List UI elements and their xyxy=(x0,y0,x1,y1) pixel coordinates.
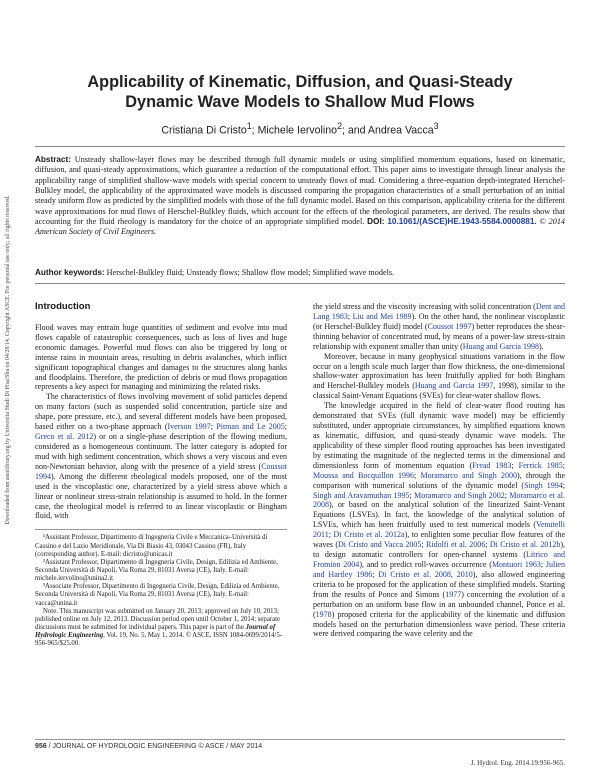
download-note: Downloaded from ascelibrary.org by Universita Studi Di Pisa/Sba on 04/28/14. Copyright ASCE. For personal use only; all rights reserved. xyxy=(5,195,11,525)
citation-separator: ; xyxy=(562,460,565,470)
citation-separator: ; xyxy=(540,559,546,569)
citation-separator: ; xyxy=(372,569,379,579)
citation-separator: ; xyxy=(284,422,287,432)
body-text: ), or based on the analytical solution of the linearized Saint-Venant Equations (LSVEs). In fact, the knowledge of the analytical solution of LSVEs, which has been fruitfully used to test numerical models ( xyxy=(313,500,565,530)
right-column xyxy=(313,302,565,639)
abstract xyxy=(35,155,565,238)
footnote-rule xyxy=(35,529,287,530)
footnote-1: ¹Assistant Professor, Dipartimento di Ingegneria Civile e Meccanica–Università di Cassino e del Lazio Meridionale, Via Di Biasio 43, 03043 Cassino (FR), Italy (corresponding author). E-mail: dicristo@unicas.it xyxy=(35,534,268,558)
citation-link[interactable]: Di Cristo et al. 2012b xyxy=(489,540,561,550)
page-footer xyxy=(35,743,262,750)
submission-note xyxy=(35,608,287,649)
abstract-top-rule xyxy=(35,146,565,147)
intro-paragraph-1: Flood waves may entrain huge quantities of sediment and evolve into mud flows capable of catastrophic consequences, such as loss of lives and huge economic damages. Powerful mud flows can also be triggered by long or intense rains in mountain areas, resulting in debris avalanches, which inflict significant topographical changes and damages to the structures along banks and floodplains. Therefore, the prediction of debris or mud flows propagation represents a key aspect for managing and minimizing the related risks. xyxy=(35,322,287,392)
intro-text: ) or on a single-phase description of the flowing medium, considered as a homogeneous continuum. The latter category is adopted for mud with high sediment concentration, which shows a very viscous and even non-Newtonian behavior, along with the presence of a yield stress ( xyxy=(35,432,287,471)
body-text: ), to enlighten some peculiar flow features of the waves ( xyxy=(313,530,566,550)
citation-separator: ; xyxy=(421,540,427,550)
intro-text: ). Among the different rheological models proposed, one of the most used is the viscoplastic one, characterized by a yield stress above which a linear or nonlinear stress-strain relationship is assumed to hold. In the former case, the rheological model is referred to as linear viscoplastic or Bingham fluid, with xyxy=(35,471,287,521)
citation-link[interactable]: 1977 xyxy=(445,589,462,599)
keywords-bottom-rule xyxy=(35,283,565,284)
citation-link[interactable]: Di Cristo et al. 2012a xyxy=(333,530,405,540)
citation-separator: ; xyxy=(504,490,510,500)
copyright-notice: © 2014 American Society of Civil Engineers. xyxy=(35,217,566,237)
author-1: Cristiana Di Cristo xyxy=(161,124,247,137)
citation-link[interactable]: Julien and Hartley 1986 xyxy=(313,559,565,579)
citation-link[interactable]: Coussot 1997 xyxy=(427,321,472,331)
citation-separator: ; xyxy=(562,480,566,490)
body-text: Moreover, because in many geophysical situations variations in the flow occur on a length scale much larger than flow thickness, the one-dimensional shallow-water approximation has been fruitfully applied for both Bingham and Herschel-Bulkley models ( xyxy=(313,351,565,391)
footnotes xyxy=(35,534,287,648)
citation-link[interactable]: Venutelli 2011 xyxy=(313,520,565,540)
citation-link[interactable]: Litrico and Fromion 2004 xyxy=(313,550,565,569)
citation-link[interactable]: 1978 xyxy=(315,609,332,619)
body-text: ) proposed criteria for the applicability of the kinematic and diffusion models based on the perturbation dimensionless wave period. These criteria were derived comparing the wave celerity and the xyxy=(313,609,565,639)
citation-separator: ; xyxy=(210,422,217,432)
citation-link[interactable]: Pitman and Le 2005 xyxy=(216,422,285,432)
body-text: ), also allowed engineering criteria to be proposed for the application of these simplified models. Starting from the results of Ponce and Simons ( xyxy=(313,569,566,599)
intro-text: The characteristics of flows involving movement of solid particles depend on many factors (such as suspended solid concentration, particle size and shape, pore pressure, etc.), and several different models have been proposed, based either on a two-phase approach ( xyxy=(35,392,287,432)
author-3-mark: 3 xyxy=(433,121,439,131)
body-text: ), to design automatic controllers for open-channel systems ( xyxy=(313,540,565,560)
journal-name: Journal of Hydrologic Engineering xyxy=(35,624,276,640)
section-heading-introduction: Introduction xyxy=(35,301,91,312)
citation-separator: ; xyxy=(485,540,490,550)
citation-link[interactable]: Singh and Aravamuthan 1995 xyxy=(313,490,410,500)
citation-link[interactable]: Huang and Garcia 1998 xyxy=(462,341,539,351)
body-text: ) better reproduces the shear-thinning behavior of concentrated mud, by means of a power-law stress-strain relationship with exponent smaller than unity ( xyxy=(313,321,566,351)
body-text: The knowledge acquired in the field of clear-water flood routing has demonstrated that SVEs (full dynamic wave model) may be efficiently substituted, under appropriate circumstances, by simplified equations known as kinematic, diffusion, and quasi-steady dynamic wave models. The applicability of these simpler flood routing approaches has been investigated by estimating the magnitude of the neglected terms in the dimensional and dimensionless form of momentum equation ( xyxy=(313,401,565,470)
citation-link[interactable]: Montuori 1963 xyxy=(491,559,541,569)
footer-citation: J. Hydrol. Eng. 2014.19:956-965. xyxy=(470,759,565,767)
citation-link[interactable]: Moramarco and Singh 2002 xyxy=(414,490,505,500)
citation-link[interactable]: Moramarco and Singh 2000 xyxy=(420,470,518,480)
author-2: Michele Iervolino xyxy=(257,124,338,137)
citation-link[interactable]: Moramarco et al. 2008 xyxy=(313,490,565,510)
citation-link[interactable]: Ferrick 1985 xyxy=(518,460,563,470)
citation-separator: ; xyxy=(413,470,421,480)
title-line-1: Applicability of Kinematic, Diffusion, and Quasi-Steady xyxy=(87,73,513,91)
author-2-mark: 2 xyxy=(337,121,342,131)
right-paragraph-1 xyxy=(313,302,565,352)
body-text: ), and to predict roll-waves occurrence ( xyxy=(359,559,492,569)
note-text: , Vol. 19, No. 5, May 1, 2014. © ASCE, ISSN 1084-0699/2014/5-956-965/$25.00. xyxy=(35,632,282,648)
citation-link[interactable]: Huang and Garcia 1997 xyxy=(414,381,494,391)
citation-link[interactable]: Ridolfi et al. 2006 xyxy=(426,540,486,550)
body-text: ). On the other hand, the nonlinear viscoplastic (or Herschel-Bulkley fluid) model ( xyxy=(313,311,565,331)
footnote-2: ²Assistant Professor, Dipartimento di Ingegneria Civile, Design, Edilizia ed Ambiente, Seconda Università di Napoli, Via Roma 29, 81031 Aversa (CE), Italy. E-mail: michele.iervolino@unina2.it xyxy=(35,558,278,583)
note-text: Note. This manuscript was submitted on January 20, 2013; approved on July 10, 2013; published online on July 12, 2013. Discussion period open until October 1, 2014; separate discussions must be submitted for individual papers. This paper is part of the xyxy=(35,607,281,632)
citation-link[interactable]: Coussot 1994 xyxy=(35,461,287,481)
abstract-label: Abstract: xyxy=(35,155,71,164)
citation-link[interactable]: Dent and Lang 1983 xyxy=(313,302,565,321)
right-paragraph-2 xyxy=(313,352,565,402)
citation-link[interactable]: Fread 1983 xyxy=(472,460,512,470)
author-and: ; and xyxy=(341,124,368,137)
keywords-text: Herschel-Bulkley fluid; Unsteady flows; Shallow flow model; Simplified wave models. xyxy=(106,268,395,277)
doi-label: DOI: xyxy=(367,217,385,227)
citation-link[interactable]: Di Cristo et al. 2008 xyxy=(378,569,451,579)
right-paragraph-3 xyxy=(313,401,565,639)
citation-link[interactable]: Greco et al. 2012 xyxy=(35,432,94,442)
author-separator: ; xyxy=(251,124,258,137)
intro-paragraph-2 xyxy=(35,392,287,521)
body-text: ), through the comparison with numerical solutions of the dynamic model ( xyxy=(313,470,565,490)
doi-link[interactable]: 10.1061/(ASCE)HE.1943-5584.0000881. xyxy=(387,217,537,227)
citation-separator: ; xyxy=(409,490,415,500)
download-sidebar xyxy=(3,130,13,590)
left-column xyxy=(35,302,287,649)
page-number: 956 xyxy=(35,743,47,750)
keywords xyxy=(35,268,565,278)
title-line-2: Dynamic Wave Models to Shallow Mud Flows xyxy=(125,93,475,111)
body-text: ). xyxy=(538,341,544,351)
author-list xyxy=(30,121,570,137)
body-text: , 1998), similar to the classical Saint-Venant Equations (SVEs) for clear-water shallow flows. xyxy=(313,381,565,401)
author-1-mark: 1 xyxy=(246,121,252,131)
citation-separator: ; xyxy=(511,460,519,470)
keywords-label: Author keywords: xyxy=(35,268,105,277)
footnote-3: ³Associate Professor, Dipartimento di Ingegneria Civile, Design, Edilizia ed Ambiente, Seconda Università di Napoli, Via Roma 29, 81031 Aversa (CE), Italy. E-mail: vacca@unina.it xyxy=(35,583,280,607)
author-3: Andrea Vacca xyxy=(367,124,434,137)
citation-link[interactable]: Singh 1994 xyxy=(524,480,563,490)
citation-separator: , xyxy=(450,569,457,579)
citation-link[interactable]: Di Cristo and Vacca 2005 xyxy=(338,540,422,550)
body-text: ) concerning the evolution of a perturbation on an uniform base flow in an unbounded channel, Ponce et al. ( xyxy=(313,589,565,619)
footer-journal: / JOURNAL OF HYDROLOGIC ENGINEERING © ASCE / MAY 2014 xyxy=(46,743,263,750)
citation-link[interactable]: Moussa and Bocquillon 1996 xyxy=(313,470,414,480)
paper-title xyxy=(30,72,570,112)
citation-separator: ; xyxy=(328,530,334,540)
citation-link[interactable]: 2010 xyxy=(456,569,473,579)
abstract-text: Unsteady shallow-layer flows may be described through full dynamic models or using simplified momentum equations, based on kinematic, diffusion, and quasi-steady approximations, which guarantee a reduction of the computational effort. This paper aims to investigate through linear analysis the applicability range of simplified shallow-wave models with special concern to unsteady flows of mud. Considering a three-equation depth-integrated Herschel-Bulkley model, the applicability of the approximated wave models is discussed comparing the propagation characteristics of a small perturbation of an initial steady uniform flow as predicted by the simplified models with those of the full dynamic model. Based on this comparison, applicability criteria for the different wave approximations for mud flows of Herschel-Bulkley fluids, which account for the effects of the rheological parameters, are derived. The results show that accounting for the fluid rheology is mandatory for the choice of an appropriate simplified model. xyxy=(35,155,565,227)
citation-link[interactable]: Iverson 1997 xyxy=(167,422,211,432)
body-text: the yield stress and the viscosity increasing with solid concentration ( xyxy=(313,302,536,311)
citation-link[interactable]: Liu and Mei 1989 xyxy=(352,311,412,321)
footer-rule xyxy=(35,739,565,740)
citation-separator: ; xyxy=(347,311,353,321)
